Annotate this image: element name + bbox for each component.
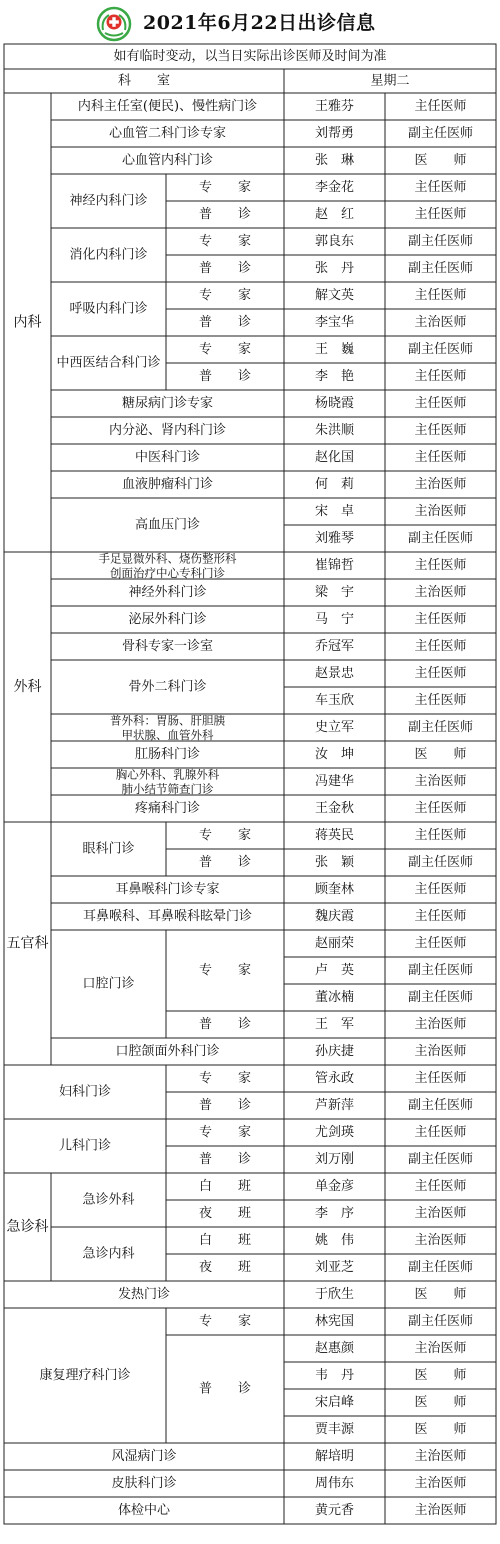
clinic-sub-type: 白 班 bbox=[198, 1179, 252, 1194]
clinic-name: 儿科门诊 bbox=[58, 1138, 112, 1154]
doctor-name: 张 琳 bbox=[314, 153, 355, 168]
clinic-sub-type: 专 家 bbox=[198, 1071, 252, 1086]
doctor-name: 董冰楠 bbox=[314, 990, 355, 1005]
clinic-name-line: 普外科：胃肠、肝胆胰 bbox=[110, 713, 225, 728]
clinic-name: 糖尿病门诊专家 bbox=[121, 396, 214, 411]
doctor-name: 黄元香 bbox=[314, 1503, 355, 1518]
doctor-title: 主任医师 bbox=[414, 99, 467, 114]
clinic-name: 消化内科门诊 bbox=[69, 247, 148, 263]
doctor-name: 管永政 bbox=[314, 1071, 355, 1086]
clinic-name: 口腔门诊 bbox=[82, 976, 135, 992]
doctor-name: 张 颖 bbox=[314, 855, 355, 870]
clinic-name: 肛肠科门诊 bbox=[134, 747, 201, 762]
clinic-sub-type: 夜 班 bbox=[198, 1206, 252, 1221]
doctor-name: 解培明 bbox=[314, 1449, 355, 1464]
clinic-name: 泌尿外科门诊 bbox=[128, 612, 207, 627]
clinic-sub-type: 专 家 bbox=[198, 234, 252, 249]
doctor-title: 医 师 bbox=[414, 153, 467, 168]
doctor-title: 主治医师 bbox=[414, 1206, 467, 1221]
doctor-name: 周伟东 bbox=[314, 1476, 355, 1491]
clinic-name: 心血管内科门诊 bbox=[121, 153, 214, 168]
doctor-title: 主治医师 bbox=[414, 477, 467, 492]
doctor-title: 副主任医师 bbox=[407, 234, 474, 249]
doctor-name: 孙庆捷 bbox=[314, 1044, 355, 1059]
doctor-title: 副主任医师 bbox=[407, 855, 474, 870]
doctor-name: 刘雅琴 bbox=[314, 531, 355, 546]
doctor-name: 王 巍 bbox=[314, 342, 355, 357]
doctor-title: 副主任医师 bbox=[407, 126, 474, 141]
clinic-name: 心血管二科门诊专家 bbox=[108, 126, 227, 141]
doctor-name: 赵丽荣 bbox=[314, 936, 355, 951]
doctor-title: 主任医师 bbox=[414, 612, 467, 627]
department-group-label: 五官科 bbox=[6, 935, 49, 952]
doctor-name: 何 莉 bbox=[314, 477, 355, 492]
clinic-name: 耳鼻喉科、耳鼻喉科眩晕门诊 bbox=[82, 909, 253, 924]
doctor-name: 史立军 bbox=[314, 720, 355, 735]
clinic-name bbox=[110, 713, 225, 742]
doctor-name: 李 艳 bbox=[314, 369, 355, 384]
clinic-sub-type: 专 家 bbox=[198, 1314, 252, 1329]
clinic-sub-type: 专 家 bbox=[198, 828, 252, 843]
clinic-name: 急诊内科 bbox=[82, 1246, 135, 1262]
clinic-name: 骨科专家一诊室 bbox=[121, 639, 214, 654]
doctor-title: 主治医师 bbox=[414, 1017, 467, 1032]
doctor-title: 主任医师 bbox=[414, 288, 467, 303]
clinic-name: 呼吸内科门诊 bbox=[69, 301, 148, 317]
doctor-title: 医 师 bbox=[414, 1395, 467, 1410]
doctor-name: 马 宁 bbox=[314, 612, 355, 627]
doctor-name: 车玉欣 bbox=[314, 693, 355, 708]
doctor-title: 主治医师 bbox=[414, 1449, 467, 1464]
clinic-name: 眼科门诊 bbox=[82, 841, 135, 857]
clinic-name: 内科主任室(便民)、慢性病门诊 bbox=[77, 99, 258, 114]
doctor-name: 王雅芬 bbox=[314, 99, 355, 114]
doctor-name: 朱洪顺 bbox=[314, 423, 355, 438]
clinic-name: 急诊外科 bbox=[82, 1192, 135, 1208]
doctor-title: 主任医师 bbox=[414, 1179, 467, 1194]
clinic-name: 神经内科门诊 bbox=[69, 193, 148, 209]
doctor-title: 医 师 bbox=[414, 1368, 467, 1383]
doctor-name: 刘帮勇 bbox=[314, 126, 355, 141]
doctor-name: 杨晓霞 bbox=[314, 396, 355, 411]
doctor-name: 解文英 bbox=[314, 288, 355, 303]
doctor-title: 主治医师 bbox=[414, 1044, 467, 1059]
doctor-title: 主治医师 bbox=[414, 315, 467, 330]
clinic-name-line: 手足显微外科、烧伤整形科 bbox=[98, 551, 237, 566]
doctor-title: 副主任医师 bbox=[407, 342, 474, 357]
column-header-weekday: 星期二 bbox=[370, 73, 410, 89]
doctor-name: 乔冠军 bbox=[314, 639, 355, 654]
clinic-name-line: 创面治疗中心专科门诊 bbox=[110, 565, 225, 580]
clinic-sub-type: 普 诊 bbox=[198, 1098, 252, 1113]
clinic-sub-type: 白 班 bbox=[198, 1233, 252, 1248]
doctor-title: 主治医师 bbox=[414, 1503, 467, 1518]
doctor-name: 尤剑瑛 bbox=[314, 1125, 355, 1140]
clinic-name: 耳鼻喉科门诊专家 bbox=[115, 882, 220, 897]
doctor-title: 主任医师 bbox=[414, 1125, 467, 1140]
doctor-name: 林宪国 bbox=[314, 1314, 355, 1329]
clinic-sub-type: 普 诊 bbox=[198, 1152, 252, 1167]
doctor-title: 主任医师 bbox=[414, 828, 467, 843]
doctor-title: 主治医师 bbox=[414, 774, 467, 789]
clinic-name: 骨外二科门诊 bbox=[128, 679, 207, 695]
doctor-title: 医 师 bbox=[414, 747, 467, 762]
department-group-label: 外科 bbox=[13, 679, 42, 695]
doctor-name: 汝 坤 bbox=[314, 747, 355, 762]
clinic-sub-type: 普 诊 bbox=[198, 369, 252, 384]
doctor-title: 副主任医师 bbox=[407, 261, 474, 276]
doctor-name: 冯建华 bbox=[314, 774, 355, 789]
doctor-name: 芦新萍 bbox=[314, 1098, 355, 1113]
doctor-title: 主治医师 bbox=[414, 585, 467, 600]
doctor-title: 主治医师 bbox=[414, 504, 467, 519]
doctor-title: 主治医师 bbox=[414, 1476, 467, 1491]
clinic-name: 中西医结合科门诊 bbox=[56, 355, 161, 371]
doctor-name: 李金花 bbox=[314, 180, 355, 195]
doctor-name: 蒋英民 bbox=[314, 828, 355, 843]
department-group-label: 内科 bbox=[13, 314, 42, 331]
clinic-sub-type: 专 家 bbox=[198, 342, 252, 357]
clinic-name-line: 甲状腺、血管外科 bbox=[121, 727, 214, 742]
clinic-name bbox=[116, 767, 220, 796]
clinic-sub-type: 专 家 bbox=[198, 180, 252, 195]
clinic-name bbox=[99, 551, 237, 580]
doctor-name: 赵化国 bbox=[314, 450, 355, 465]
clinic-sub-type: 普 诊 bbox=[198, 855, 252, 870]
doctor-name: 姚 伟 bbox=[314, 1233, 355, 1248]
doctor-name: 王 军 bbox=[314, 1017, 355, 1032]
clinic-sub-type: 普 诊 bbox=[198, 315, 252, 330]
clinic-sub-type: 普 诊 bbox=[198, 1017, 252, 1032]
doctor-title: 主任医师 bbox=[414, 207, 467, 222]
doctor-name: 顾奎林 bbox=[314, 882, 355, 897]
department-group-label: 急诊科 bbox=[6, 1219, 49, 1235]
doctor-name: 张 丹 bbox=[314, 261, 355, 276]
doctor-name: 刘万刚 bbox=[314, 1152, 355, 1167]
clinic-name: 内分泌、肾内科门诊 bbox=[108, 423, 227, 438]
doctor-title: 副主任医师 bbox=[407, 1314, 474, 1329]
clinic-sub-type: 普 诊 bbox=[198, 207, 252, 222]
clinic-sub-type: 专 家 bbox=[198, 1125, 252, 1140]
clinic-name-line: 肺小结节筛查门诊 bbox=[121, 781, 214, 796]
doctor-title: 主治医师 bbox=[414, 1233, 467, 1248]
clinic-name: 风湿病门诊 bbox=[111, 1449, 177, 1464]
column-header-department: 科 室 bbox=[117, 73, 171, 89]
doctor-title: 主任医师 bbox=[414, 558, 467, 573]
clinic-sub-type: 普 诊 bbox=[198, 1381, 252, 1397]
doctor-name: 宋 卓 bbox=[314, 504, 355, 519]
doctor-title: 主任医师 bbox=[414, 882, 467, 897]
page-title: 2021年6月22日出诊信息 bbox=[143, 12, 376, 34]
clinic-name: 发热门诊 bbox=[117, 1287, 171, 1302]
doctor-name: 魏庆霞 bbox=[314, 909, 355, 924]
doctor-title: 主任医师 bbox=[414, 936, 467, 951]
clinic-name: 高血压门诊 bbox=[134, 517, 201, 533]
clinic-name: 皮肤科门诊 bbox=[111, 1476, 177, 1491]
clinic-name: 妇科门诊 bbox=[58, 1084, 112, 1100]
doctor-name: 李宝华 bbox=[314, 315, 355, 330]
doctor-title: 主任医师 bbox=[414, 450, 467, 465]
doctor-name: 于欣生 bbox=[314, 1287, 355, 1302]
doctor-title: 主任医师 bbox=[414, 396, 467, 411]
doctor-name: 李 序 bbox=[314, 1206, 355, 1221]
doctor-title: 主任医师 bbox=[414, 909, 467, 924]
doctor-name: 赵 红 bbox=[314, 207, 355, 222]
doctor-title: 主任医师 bbox=[414, 801, 467, 816]
clinic-name: 血液肿瘤科门诊 bbox=[121, 477, 214, 492]
clinic-name: 神经外科门诊 bbox=[128, 585, 207, 600]
doctor-title: 副主任医师 bbox=[407, 531, 474, 546]
notice-text: 如有临时变动，以当日实际出诊医师及时间为准 bbox=[113, 49, 387, 64]
clinic-sub-type: 专 家 bbox=[198, 963, 252, 978]
doctor-title: 副主任医师 bbox=[407, 1098, 474, 1113]
doctor-title: 副主任医师 bbox=[407, 963, 474, 978]
doctor-name: 韦 丹 bbox=[314, 1368, 355, 1383]
clinic-sub-type: 专 家 bbox=[198, 288, 252, 303]
doctor-name: 赵惠颜 bbox=[314, 1341, 355, 1356]
doctor-title: 主任医师 bbox=[414, 666, 467, 681]
clinic-name: 中医科门诊 bbox=[134, 450, 201, 465]
clinic-name: 康复理疗科门诊 bbox=[39, 1368, 131, 1383]
doctor-name: 梁 宇 bbox=[314, 585, 355, 600]
doctor-name: 单金彦 bbox=[314, 1179, 355, 1194]
doctor-title: 主任医师 bbox=[414, 1071, 467, 1086]
clinic-name-line: 胸心外科、乳腺外科 bbox=[115, 767, 220, 782]
doctor-title: 医 师 bbox=[414, 1287, 467, 1302]
clinic-name: 口腔颌面外科门诊 bbox=[115, 1044, 220, 1059]
doctor-name: 卢 英 bbox=[314, 963, 355, 978]
clinic-sub-type: 夜 班 bbox=[198, 1260, 252, 1275]
doctor-name: 赵景忠 bbox=[314, 666, 355, 681]
doctor-title: 主任医师 bbox=[414, 180, 467, 195]
doctor-title: 主任医师 bbox=[414, 693, 467, 708]
clinic-name: 体检中心 bbox=[117, 1503, 171, 1518]
doctor-name: 郭良东 bbox=[314, 234, 355, 249]
doctor-name: 王金秋 bbox=[314, 801, 355, 816]
doctor-title: 主任医师 bbox=[414, 639, 467, 654]
doctor-title: 医 师 bbox=[414, 1422, 467, 1437]
clinic-sub-type: 普 诊 bbox=[198, 261, 252, 276]
doctor-title: 副主任医师 bbox=[407, 990, 474, 1005]
doctor-title: 主治医师 bbox=[414, 1341, 467, 1356]
clinic-name: 疼痛科门诊 bbox=[134, 801, 201, 816]
doctor-title: 副主任医师 bbox=[407, 1152, 474, 1167]
doctor-name: 刘亚芝 bbox=[314, 1260, 355, 1275]
doctor-title: 副主任医师 bbox=[407, 1260, 474, 1275]
doctor-title: 主任医师 bbox=[414, 369, 467, 384]
doctor-name: 宋启峰 bbox=[314, 1395, 355, 1410]
doctor-name: 崔锦哲 bbox=[314, 558, 355, 573]
doctor-title: 副主任医师 bbox=[407, 720, 474, 735]
doctor-name: 贾丰源 bbox=[314, 1422, 355, 1437]
doctor-title: 主任医师 bbox=[414, 423, 467, 438]
